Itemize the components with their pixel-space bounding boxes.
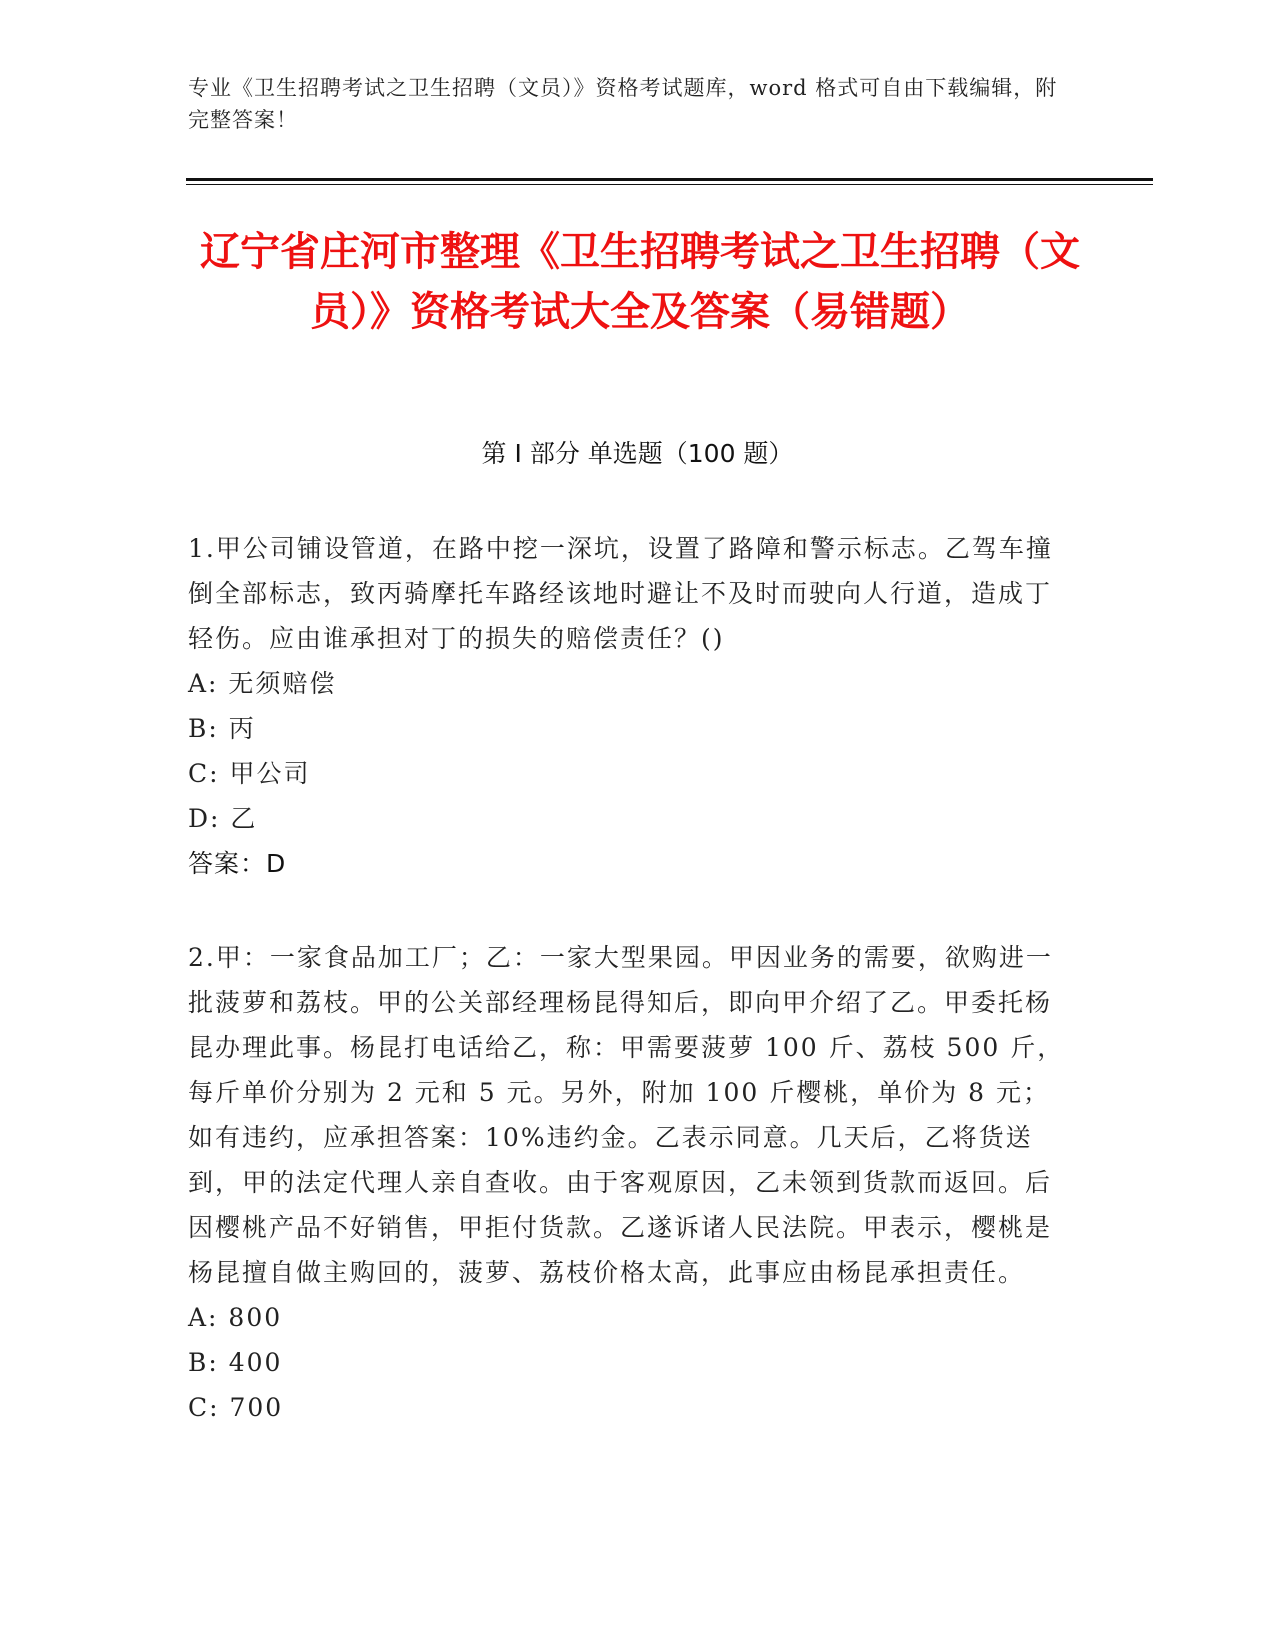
question-2 [188, 935, 1068, 1430]
option-c: C: 甲公司 [188, 759, 311, 788]
option-a: A: 无须赔偿 [188, 669, 337, 698]
option-d: D: 乙 [188, 804, 258, 833]
header-note: 专业《卫生招聘考试之卫生招聘（文员）》资格考试题库，word 格式可自由下载编辑，附完整答案！ [188, 76, 1058, 132]
section-title: 第 I 部分 单选题（100 题） [481, 439, 794, 468]
question-stem: 2.甲：一家食品加工厂；乙：一家大型果园。甲因业务的需要，欲购进一批菠萝和荔枝。甲的公关部经理杨昆得知后，即向甲介绍了乙。甲委托杨昆办理此事。杨昆打电话给乙，称：甲需要菠萝 100 斤、荔枝 500 斤，每斤单价分别为 2 元和 5 元。另外，附加 100 斤樱桃，单价为 8 元；如有违约，应承担答案：10%违约金。乙表示同意。几天后，乙将货送到，甲的法定代理人亲自查收。由于客观原因，乙未领到货款而返回。后因樱桃产品不好销售，甲拒付货款。乙遂诉诸人民法院。甲表示，樱桃是杨昆擅自做主购回的，菠萝、荔枝价格太高，此事应由杨昆承担责任。 [188, 943, 1065, 1287]
header-divider-thin [186, 184, 1153, 185]
option-a: A: 800 [188, 1303, 283, 1332]
option-b: B: 400 [188, 1348, 283, 1377]
document-title: 辽宁省庄河市整理《卫生招聘考试之卫生招聘（文员）》资格考试大全及答案（易错题） [200, 229, 1080, 335]
option-b: B: 丙 [188, 714, 256, 743]
question-1 [188, 526, 1068, 886]
answer-label: 答案：D [188, 849, 287, 878]
question-stem: 1.甲公司铺设管道，在路中挖一深坑，设置了路障和警示标志。乙驾车撞倒全部标志，致丙骑摩托车路经该地时避让不及时而驶向人行道，造成丁轻伤。应由谁承担对丁的损失的赔偿责任？() [188, 534, 1053, 653]
option-c: C: 700 [188, 1393, 284, 1422]
header-divider-thick [186, 178, 1153, 181]
